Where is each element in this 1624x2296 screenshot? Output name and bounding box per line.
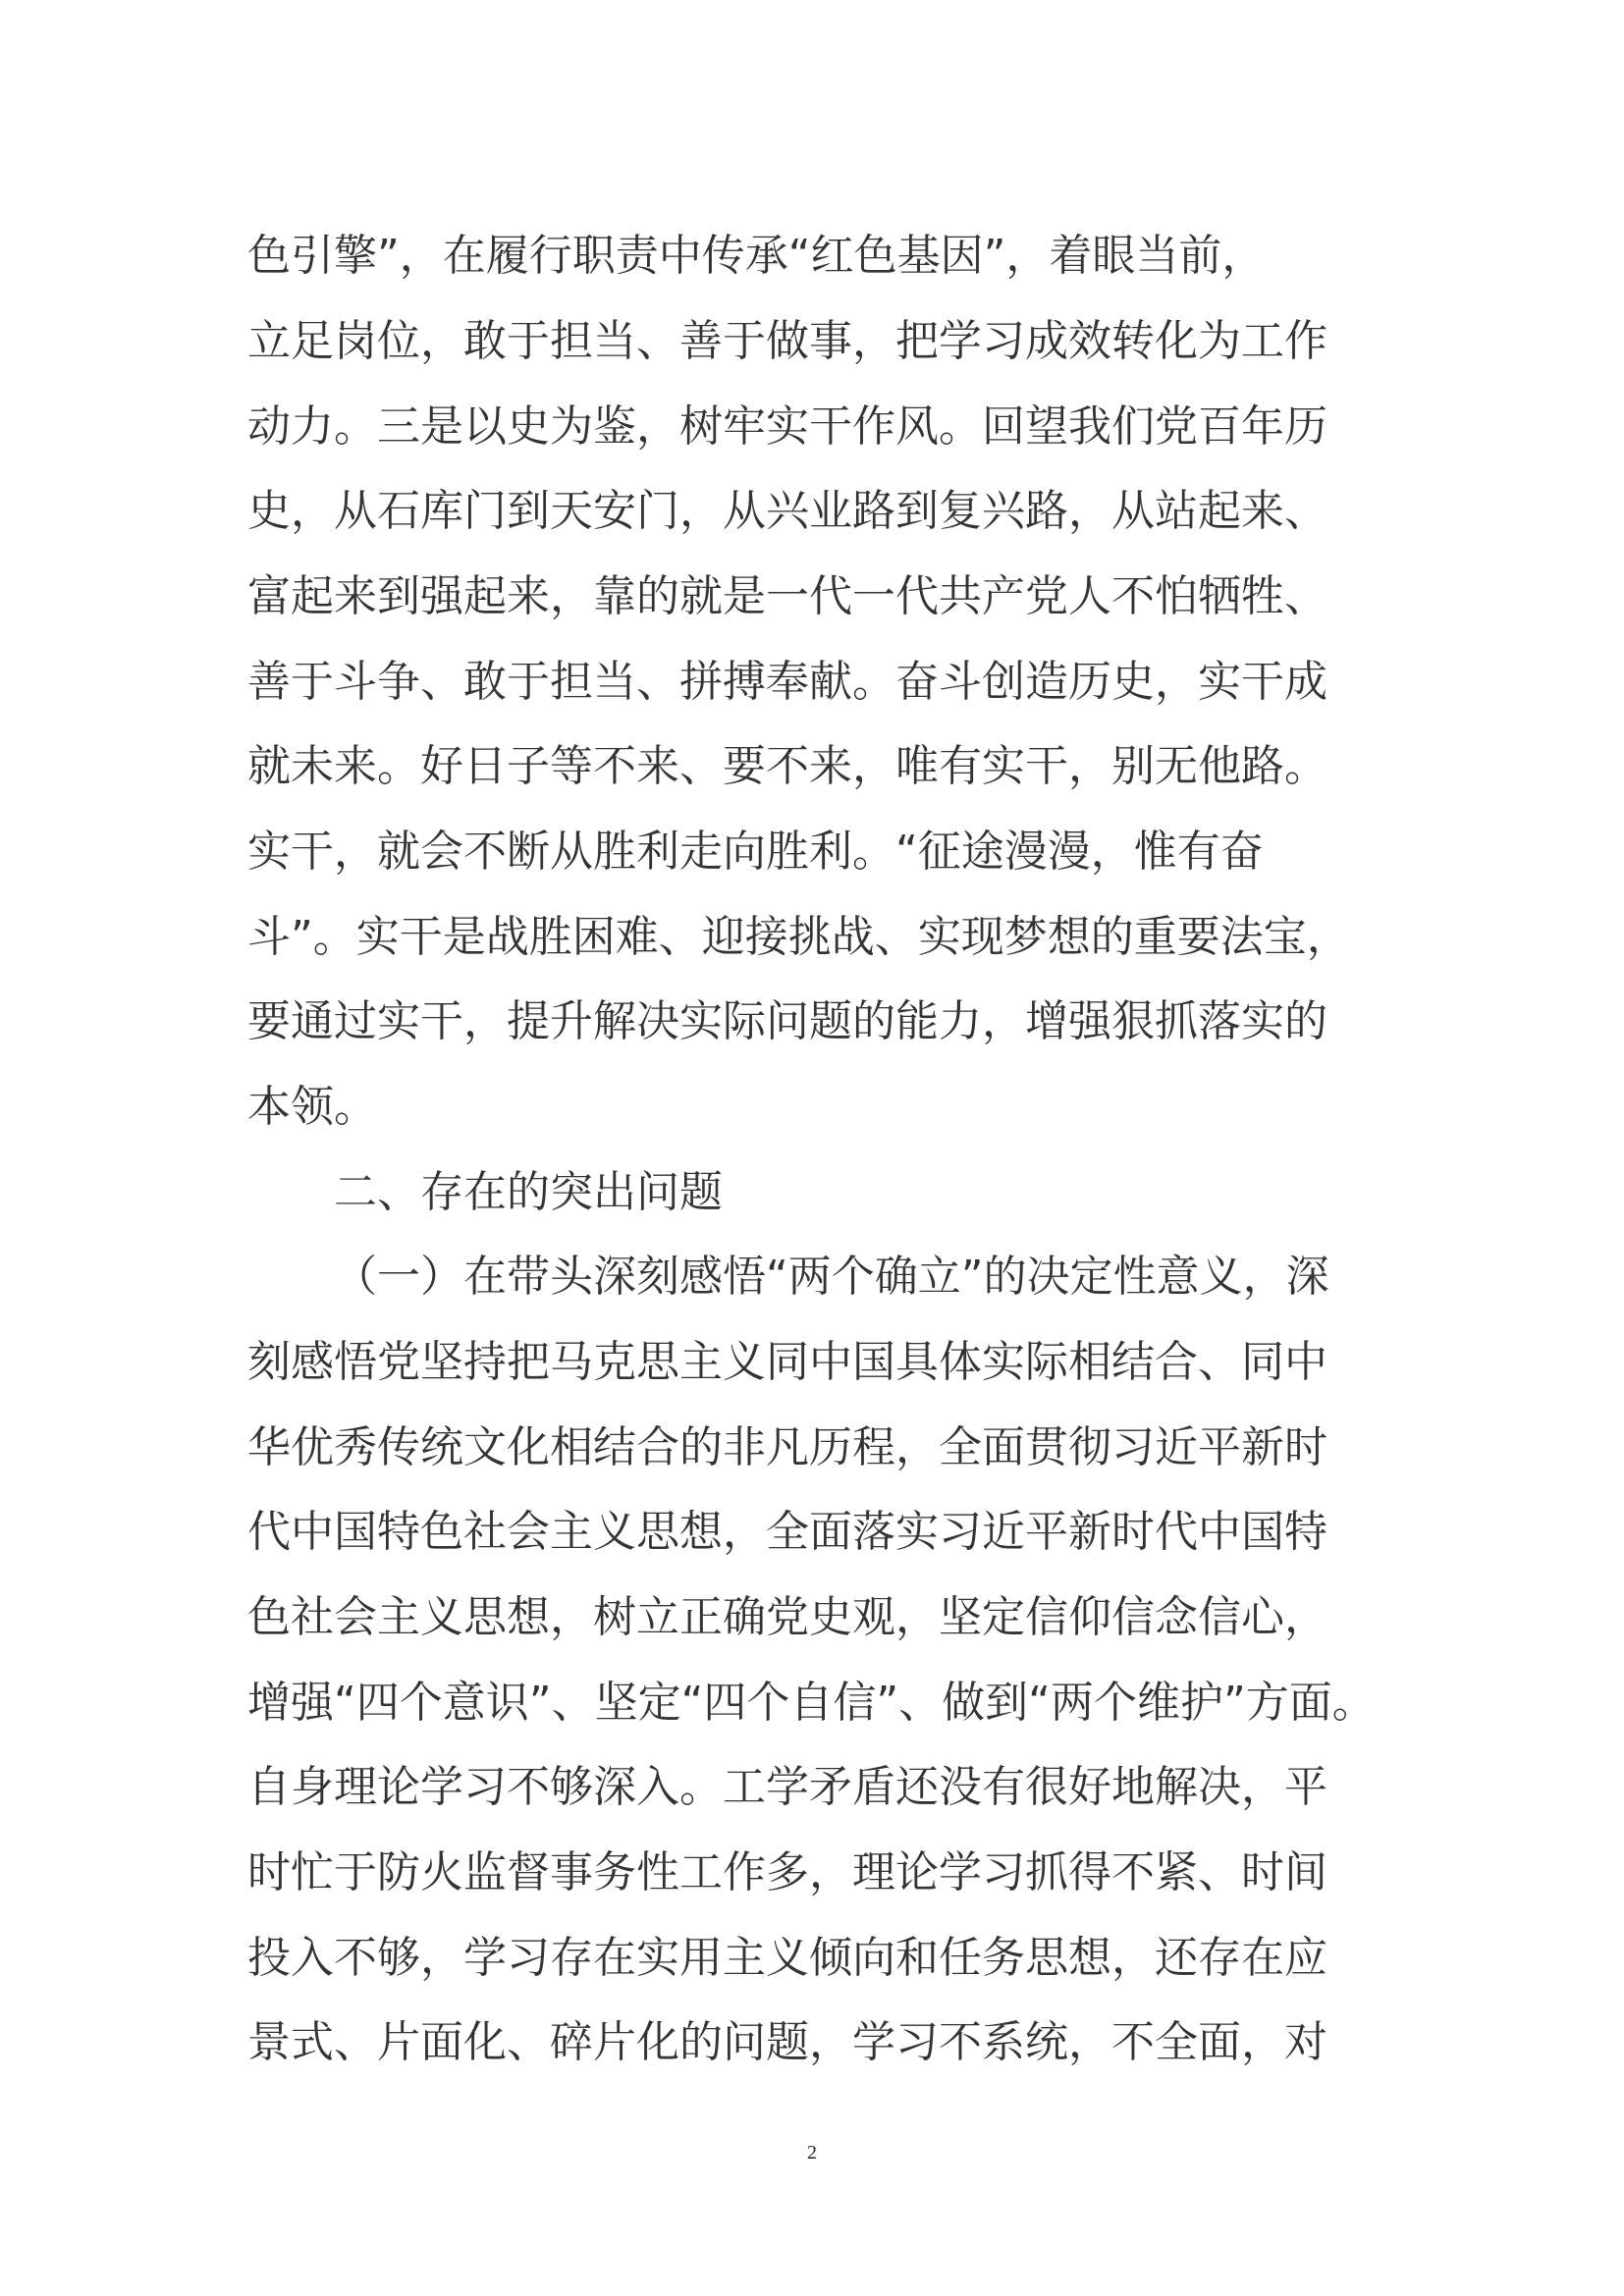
text-line: 色引擎”，在履行职责中传承“红色基因”，着眼当前， — [247, 231, 1266, 281]
text-line: 自身理论学习不够深入。工学矛盾还没有很好地解决，平 — [247, 1762, 1327, 1812]
section-heading: 二、存在的突出问题 — [334, 1167, 723, 1217]
text-line: 史，从石库门到天安门，从兴业路到复兴路，从站起来、 — [247, 486, 1327, 536]
text-line: 色社会主义思想，树立正确党史观，坚定信仰信念信心， — [247, 1592, 1327, 1642]
text-line: 富起来到强起来，靠的就是一代一代共产党人不怕牺牲、 — [247, 571, 1327, 621]
text-line: 就未来。好日子等不来、要不来，唯有实干，别无他路。 — [247, 741, 1327, 791]
text-line: 投入不够，学习存在实用主义倾向和任务思想，还存在应 — [247, 1933, 1327, 1983]
text-line: 景式、片面化、碎片化的问题，学习不系统，不全面，对 — [247, 2017, 1327, 2067]
text-line: （一）在带头深刻感悟“两个确立”的决定性意义，深 — [334, 1252, 1329, 1302]
text-line: 时忙于防火监督事务性工作多，理论学习抓得不紧、时间 — [247, 1847, 1327, 1897]
text-line: 代中国特色社会主义思想，全面落实习近平新时代中国特 — [247, 1507, 1327, 1557]
text-line: 要通过实干，提升解决实际问题的能力，增强狠抓落实的 — [247, 996, 1327, 1046]
text-line: 刻感悟党坚持把马克思主义同中国具体实际相结合、同中 — [247, 1337, 1327, 1387]
page-number: 2 — [807, 2142, 817, 2163]
text-line: 善于斗争、敢于担当、拼搏奉献。奋斗创造历史，实干成 — [247, 657, 1327, 707]
text-line: 斗”。实干是战胜困难、迎接挑战、实现梦想的重要法宝， — [247, 912, 1350, 962]
text-line: 华优秀传统文化相结合的非凡历程，全面贯彻习近平新时 — [247, 1422, 1327, 1472]
text-line: 实干，就会不断从胜利走向胜利。“征途漫漫，惟有奋 — [247, 827, 1264, 877]
text-line: 动力。三是以史为鉴，树牢实干作风。回望我们党百年历 — [247, 401, 1327, 452]
text-line: 增强“四个意识”、坚定“四个自信”、做到“两个维护”方面。 — [247, 1678, 1376, 1728]
text-line: 立足岗位，敢于担当、善于做事，把学习成效转化为工作 — [247, 316, 1327, 366]
text-line: 本领。 — [247, 1082, 377, 1132]
